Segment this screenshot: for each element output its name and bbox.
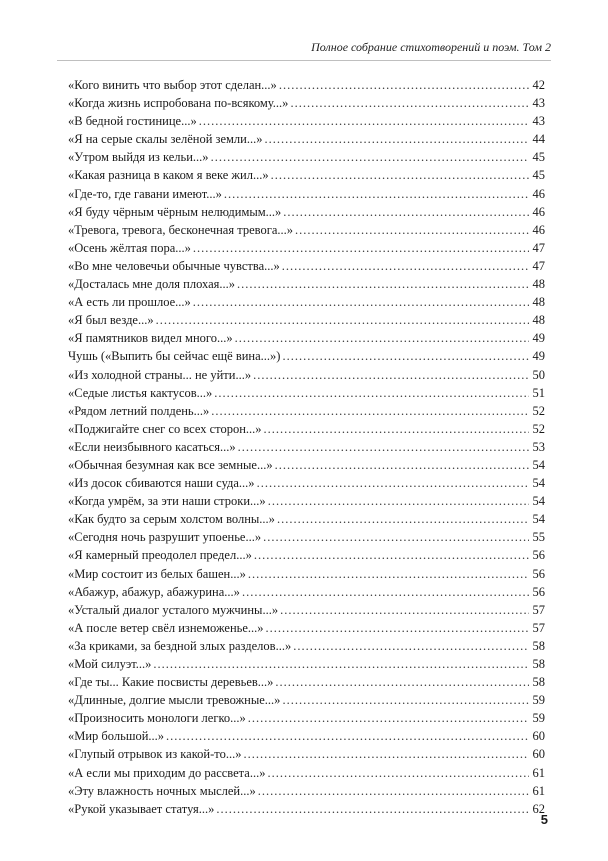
toc-entry [68,329,545,347]
toc-entry-page: 45 [532,168,545,183]
toc-entry [68,546,545,564]
toc-entry [68,565,545,583]
toc-entry-title: «Утром выйдя из кельи...» [68,150,209,165]
dot-leader [295,221,529,239]
toc-entry-title: «А после ветер свёл изнеможенье...» [68,620,264,635]
toc-entry [68,239,545,257]
toc-entry [68,601,545,619]
toc-entry [68,185,545,203]
toc-entry-title: «Кого винить что выбор этот сделан...» [68,78,277,92]
toc-entry-page: 58 [532,675,545,690]
dot-leader [275,673,529,691]
toc-entry-page: 45 [532,150,545,165]
dot-leader [199,112,529,130]
toc-entry-page: 59 [532,693,545,708]
toc-entry-title: «Сегодня ночь разрушит упоенье...» [68,530,262,545]
toc-entry [68,492,545,510]
toc-entry-page: 54 [532,476,545,491]
dot-leader [282,257,529,275]
toc-entry [68,673,545,691]
toc-entry-page: 59 [532,711,545,726]
toc-entry-title: «Досталась мне доля плохая...» [68,277,236,292]
toc-entry-page: 46 [532,222,545,237]
toc-entry [68,402,545,420]
toc-entry-title: «Абажур, абажур, абажурина...» [68,584,240,599]
toc-entry [68,221,545,239]
toc-entry [68,203,545,221]
dot-leader [156,311,529,329]
toc-entry-page: 52 [532,403,545,418]
toc-entry [68,76,545,94]
dot-leader [166,727,529,745]
dot-leader [290,94,529,112]
toc-entry [68,420,545,438]
dot-leader [264,130,529,148]
toc-entry-title: «А есть ли прошлое...» [68,295,191,310]
toc-entry-page: 58 [532,657,545,671]
toc-entry [68,257,545,275]
dot-leader [242,583,529,601]
dot-leader [224,185,529,203]
toc-entry-page: 56 [532,584,545,599]
toc-entry-page: 46 [532,186,545,201]
toc-entry-page: 58 [532,638,545,653]
toc-entry [68,293,545,311]
toc-entry-page: 53 [532,439,545,454]
toc-entry [68,148,545,166]
toc-entry [68,130,545,148]
toc-entry-title: «Я памятников видел много...» [68,331,233,346]
toc-entry-title: «Я был везде...» [68,313,154,328]
dot-leader [293,637,529,655]
dot-leader [258,782,529,800]
toc-entry-page: 43 [532,114,545,129]
running-header: Полное собрание стихотворений и поэм. Том 2 [311,40,551,54]
toc-entry [68,764,545,782]
toc-entry [68,619,545,637]
toc-entry-title: «А если мы приходим до рассвета...» [68,765,266,780]
dot-leader [211,148,529,166]
dot-leader [193,239,529,257]
toc-entry-page: 57 [532,620,545,635]
toc-entry-page: 60 [532,729,545,744]
toc-entry [68,311,545,329]
dot-leader [268,492,529,510]
toc-entry [68,727,545,745]
dot-leader [248,709,529,727]
dot-leader [277,510,529,528]
toc-entry-title: «Глупый отрывок из какой-то...» [68,747,242,762]
toc-entry-page: 48 [532,295,545,310]
toc-entry [68,528,545,546]
dot-leader [280,601,529,619]
dot-leader [257,474,529,492]
dot-leader [282,691,529,709]
dot-leader [153,655,529,673]
toc-entry-page: 42 [532,78,545,92]
toc-entry [68,510,545,528]
toc-entry-title: «Я буду чёрным чёрным нелюдимым...» [68,204,282,219]
dot-leader [243,745,529,763]
dot-leader [235,329,529,347]
toc-entry-title: «Усталый диалог усталого мужчины...» [68,602,279,617]
dot-leader [282,347,529,365]
page-number: 5 [540,812,548,827]
dot-leader [248,565,529,583]
toc-entry-title: «Как будто за серым холстом волны...» [68,512,275,527]
toc-entry-title: «Из досок сбиваются наши суда...» [68,476,255,491]
toc-entry [68,637,545,655]
toc-entry-title: Чушь («Выпить бы сейчас ещё вина...») [68,349,281,364]
toc-entry-title: «Поджигайте снег со всех сторон...» [68,421,262,436]
toc-entry-title: «Я камерный преодолел предел...» [68,548,252,563]
toc-entry-page: 46 [532,204,545,219]
dot-leader [283,203,529,221]
toc-entry-title: «Длинные, долгие мысли тревожные...» [68,693,281,708]
dot-leader [275,456,529,474]
toc-entry-page: 43 [532,96,545,111]
toc-entry-title: «Когда умрём, за эти наши строки...» [68,494,266,509]
dot-leader [216,800,529,818]
dot-leader [238,438,529,456]
dot-leader [214,384,529,402]
toc-entry-title: «Обычная безумная как все земные...» [68,457,273,472]
dot-leader [263,528,529,546]
toc-entry-title: «Где ты... Какие посвисты деревьев...» [68,675,274,690]
toc-entry-page: 54 [532,457,545,472]
dot-leader [271,166,529,184]
toc-entry-title: «Какая разница в каком я веке жил...» [68,168,269,183]
toc-entry [68,112,545,130]
toc-entry-page: 54 [532,512,545,527]
toc-entry-title: «Я на серые скалы зелёной земли...» [68,132,263,147]
toc-entry [68,94,545,112]
toc-entry-title: «Где-то, где гавани имеют...» [68,186,222,201]
toc-entry [68,691,545,709]
toc-entry-title: «Тревога, тревога, бесконечная тревога...» [68,222,293,237]
toc-entry-page: 44 [532,132,545,147]
toc-entry [68,782,545,800]
toc-entry-title: «Мир большой...» [68,729,165,744]
toc-entry-page: 56 [532,566,545,581]
toc-entry-page: 61 [532,765,545,780]
toc-entry-page: 51 [532,385,545,400]
toc-entry-page: 49 [532,331,545,346]
toc-entry-title: «Седые листья кактусов...» [68,385,213,400]
toc-entry-title: «Мой силуэт...» [68,657,152,671]
toc-entry [68,438,545,456]
toc-entry-title: «За криками, за бездной злых разделов...» [68,638,292,653]
toc-entry-title: «Эту влажность ночных мыслей...» [68,783,256,798]
toc-entry [68,655,545,673]
toc-entry-title: «Осень жёлтая пора...» [68,240,191,255]
toc-entry [68,474,545,492]
toc-entry-page: 47 [532,240,545,255]
dot-leader [193,293,529,311]
dot-leader [254,546,529,564]
toc-entry-page: 56 [532,548,545,563]
toc-entry-title: «Когда жизнь испробована по-всякому...» [68,96,289,111]
toc-entry [68,456,545,474]
toc-entry-page: 47 [532,258,545,273]
toc-entry-title: «Рукой указывает статуя...» [68,801,215,816]
toc-entry-title: «Рядом летний полдень...» [68,403,210,418]
table-of-contents [68,76,545,818]
toc-entry-title: «Из холодной страны... не уйти...» [68,367,252,382]
toc-entry-page: 49 [532,349,545,364]
toc-entry [68,709,545,727]
toc-entry [68,800,545,818]
toc-entry [68,745,545,763]
toc-entry-page: 48 [532,277,545,292]
toc-entry-page: 55 [532,530,545,545]
toc-entry-page: 61 [532,783,545,798]
toc-entry-title: «Мир состоит из белых башен...» [68,566,246,581]
dot-leader [211,402,529,420]
toc-entry-page: 62 [532,801,545,816]
toc-entry-page: 60 [532,747,545,762]
toc-entry-title: «Если неизбывного касаться...» [68,439,236,454]
toc-entry [68,166,545,184]
toc-entry-page: 57 [532,602,545,617]
toc-entry-title: «Во мне человечьи обычные чувства...» [68,258,280,273]
dot-leader [253,366,529,384]
toc-entry-title: «В бедной гостинице...» [68,114,197,129]
dot-leader [264,420,529,438]
header-divider [57,60,551,61]
toc-entry [68,347,545,365]
toc-entry-page: 48 [532,313,545,328]
toc-entry-page: 50 [532,367,545,382]
toc-entry-title: «Произносить монологи легко...» [68,711,246,726]
toc-entry-page: 52 [532,421,545,436]
dot-leader [266,619,529,637]
toc-entry [68,366,545,384]
toc-entry [68,384,545,402]
toc-entry [68,275,545,293]
dot-leader [267,764,529,782]
dot-leader [237,275,529,293]
dot-leader [279,76,529,94]
toc-entry-page: 54 [532,494,545,509]
toc-entry [68,583,545,601]
